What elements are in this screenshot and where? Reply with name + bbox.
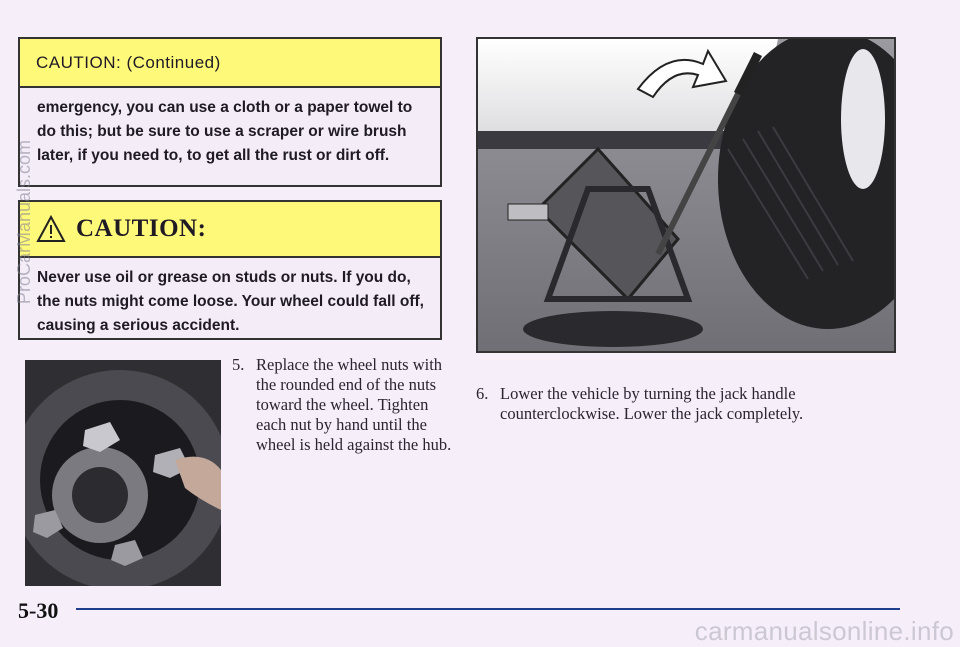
step-6 xyxy=(476,384,876,424)
step-number: 6. xyxy=(476,384,489,403)
page-number: 5-30 xyxy=(18,598,59,623)
caution-continued-box xyxy=(18,37,442,187)
bottom-watermark: carmanualsonline.info xyxy=(694,616,954,646)
side-watermark xyxy=(0,140,34,560)
step-text: Replace the wheel nuts with the rounded end of the nuts toward the wheel. Tighten each nut by hand until the wheel is held against the hub. xyxy=(256,355,452,454)
step-number: 5. xyxy=(232,355,245,374)
caution-box xyxy=(18,200,442,340)
caution-header xyxy=(20,202,440,258)
caution-text: Never use oil or grease on studs or nuts. If you do, the nuts might come loose. Your wheel could fall off, causing a serious accident. xyxy=(37,269,424,334)
footer-rule xyxy=(76,608,900,610)
step-text: Lower the vehicle by turning the jack handle counterclockwise. Lower the jack completely. xyxy=(500,384,804,423)
caution-title: CAUTION: xyxy=(76,215,207,242)
caution-continued-text: emergency, you can use a cloth or a paper towel to do this; but be sure to use a scraper or wire brush later, if you need to, to get all the rust or dirt off. xyxy=(37,99,413,164)
wheel-nuts-photo xyxy=(25,360,221,586)
side-watermark-text: ProCarManuals.com xyxy=(14,140,34,305)
step-5 xyxy=(232,355,457,455)
warning-triangle-icon xyxy=(36,214,66,244)
caution-continued-header: CAUTION: (Continued) xyxy=(20,39,440,88)
jack-lowering-photo xyxy=(476,37,896,353)
